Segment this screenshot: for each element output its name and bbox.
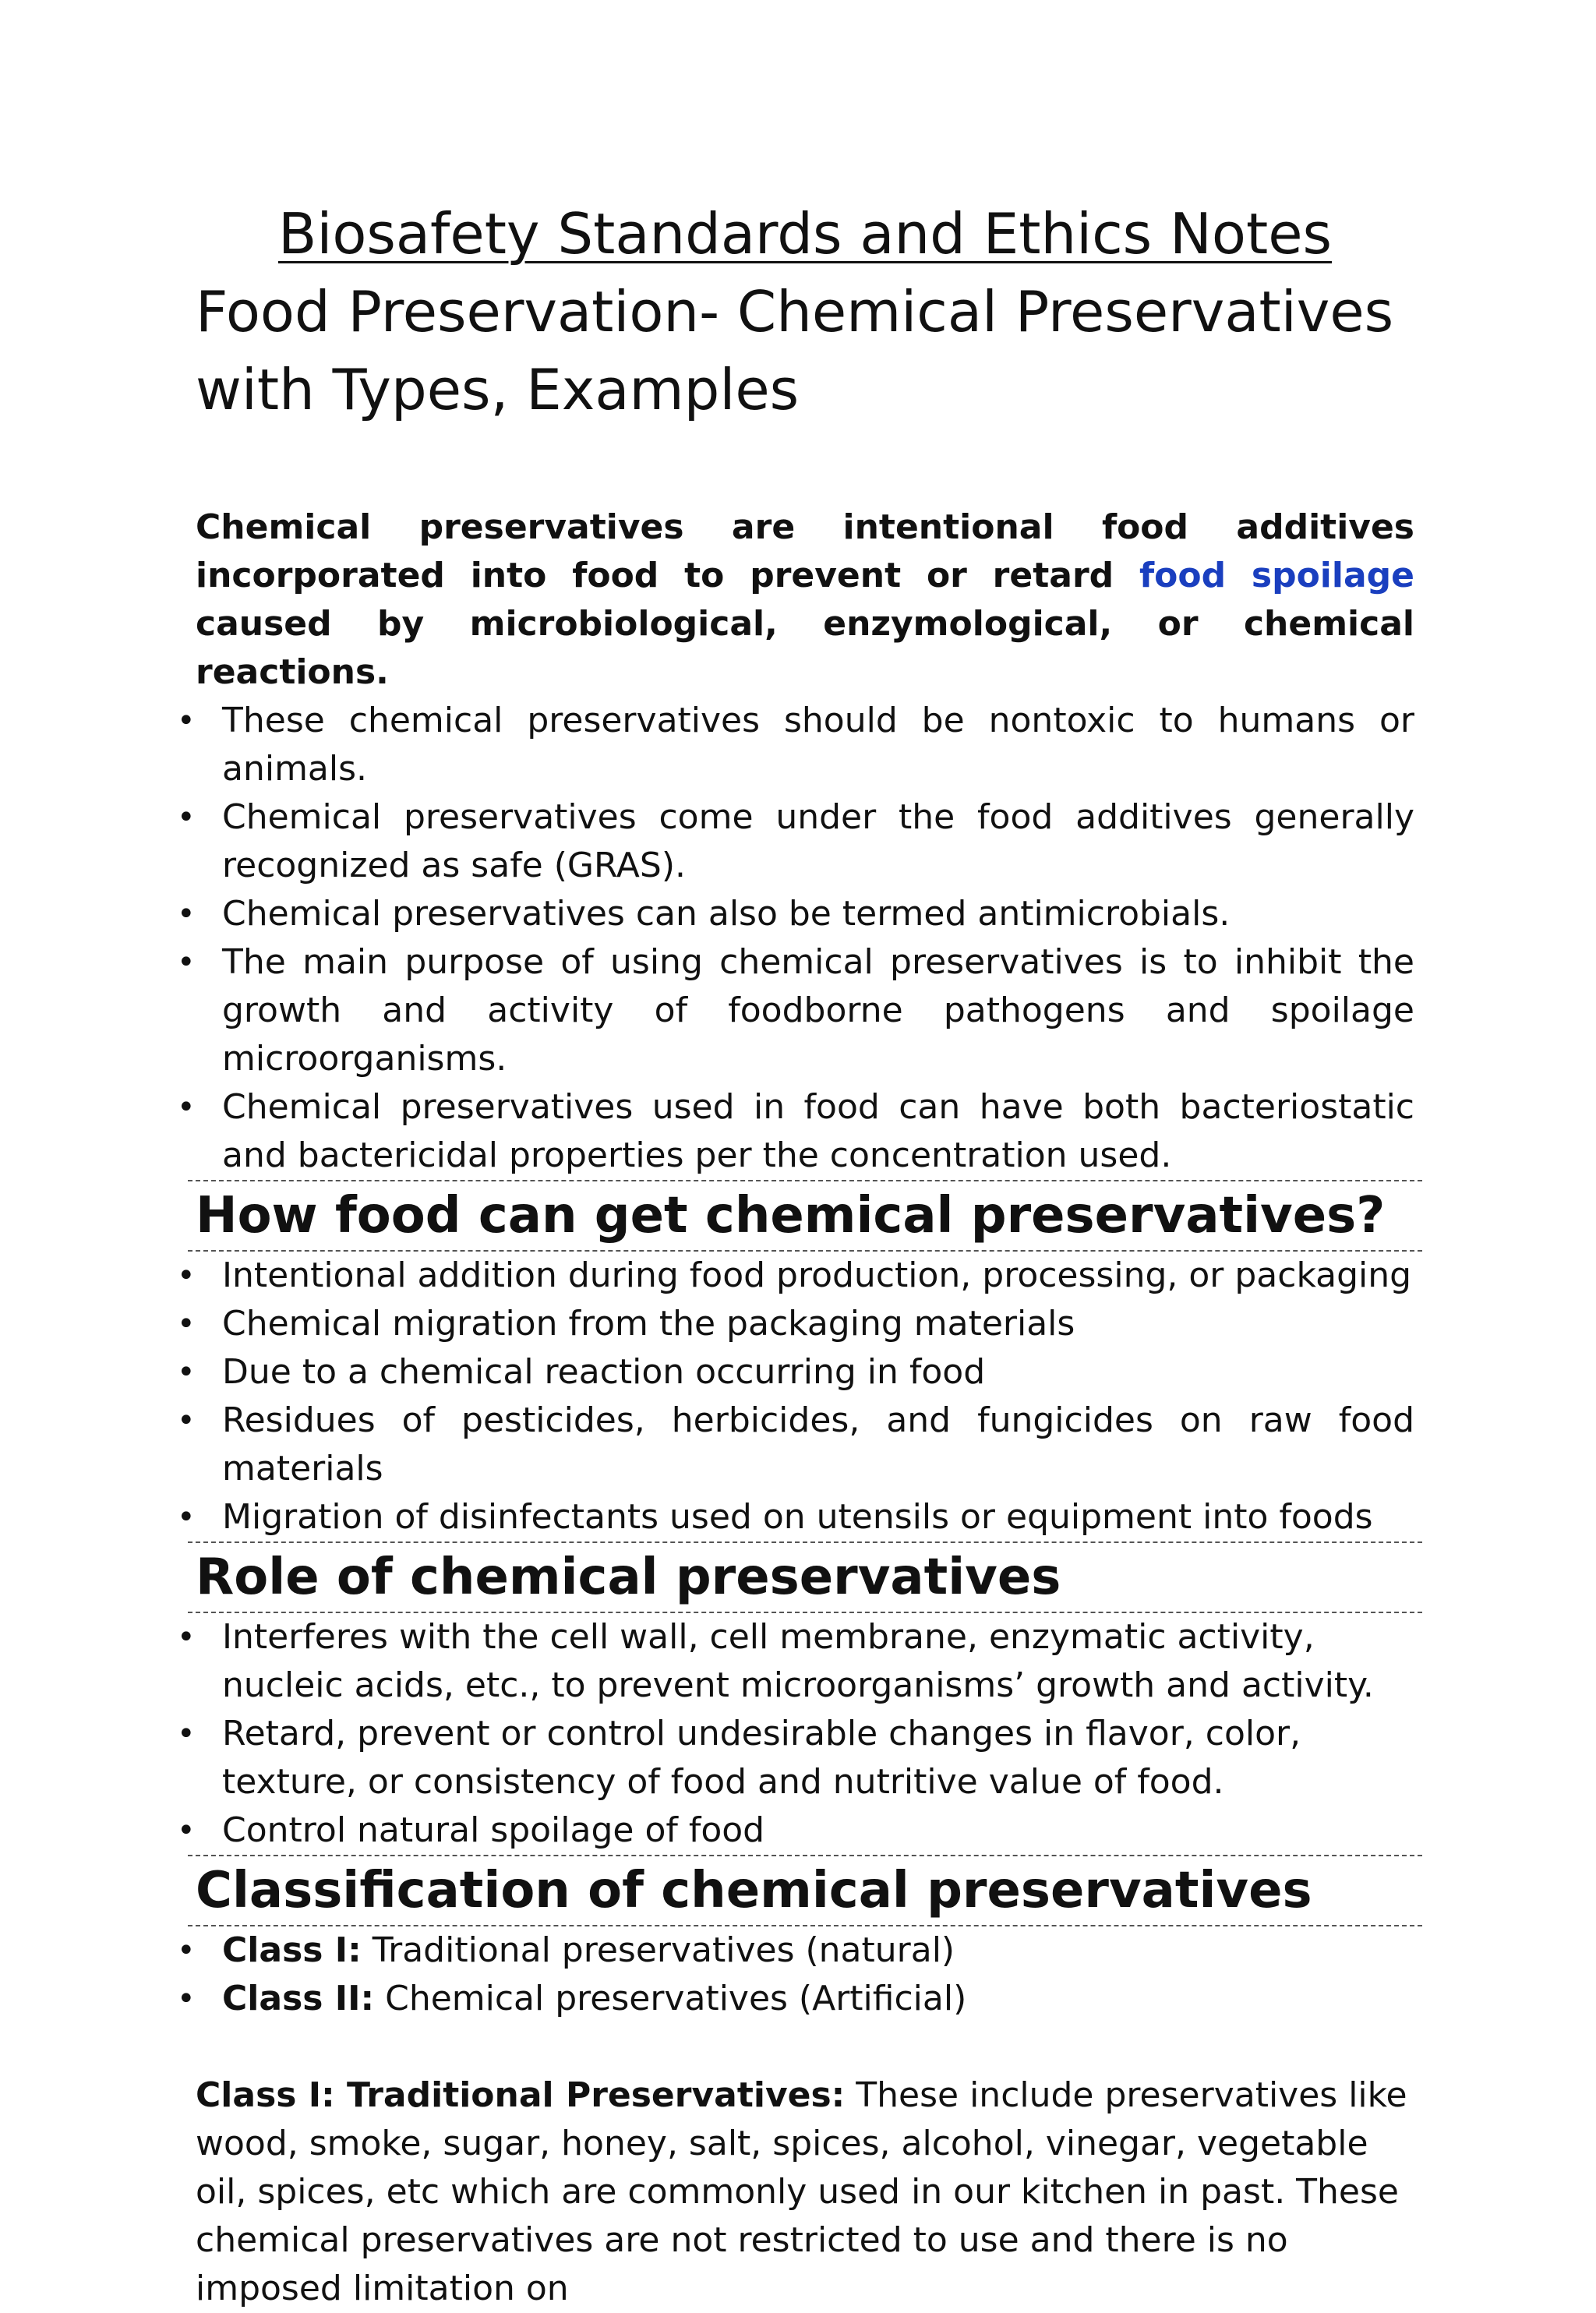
list-item: • Chemical migration from the packaging materials: [222, 1300, 1414, 1348]
role-bullet-list: [196, 1613, 1414, 1855]
page-title: Biosafety Standards and Ethics Notes: [277, 201, 1333, 267]
list-item: • Chemical preservatives used in food can have both bacteriostatic and bactericidal properties per the concentration used.: [222, 1083, 1414, 1180]
food-spoilage-link[interactable]: food spoilage: [1139, 556, 1414, 595]
list-item: • Chemical preservatives can also be termed antimicrobials.: [222, 890, 1414, 938]
how-bullet-list: [196, 1252, 1414, 1541]
class-one-paragraph: [196, 2071, 1414, 2313]
list-item: • Interferes with the cell wall, cell membrane, enzymatic activity, nucleic acids, etc., to prevent microorganisms’ growth and activity.: [222, 1613, 1414, 1710]
list-item: • Intentional addition during food production, processing, or packaging: [222, 1252, 1414, 1300]
class-one-text: These include preservatives like wood, smoke, sugar, honey, salt, spices, alcohol, vinegar, vegetable oil, spices, etc which are commonly used in our kitchen in past. These chemical preservatives are not restricted to use and there is no imposed limitation on: [196, 2075, 1407, 2308]
spacer: [196, 2023, 1414, 2071]
list-item: • Retard, prevent or control undesirable changes in flavor, color, texture, or consistency of food and nutritive value of food.: [222, 1710, 1414, 1806]
section-heading-how: How food can get chemical preservatives?: [188, 1180, 1422, 1252]
class-description: Traditional preservatives (natural): [361, 1930, 955, 1970]
classification-bullet-list: [196, 1926, 1414, 2023]
class-label: Class I:: [222, 1930, 362, 1970]
list-item: • Residues of pesticides, herbicides, and fungicides on raw food materials: [222, 1397, 1414, 1493]
section-heading-role: Role of chemical preservatives: [188, 1541, 1422, 1613]
list-item: • Chemical preservatives come under the food additives generally recognized as safe (GRAS).: [222, 793, 1414, 890]
class-description: Chemical preservatives (Artificial): [374, 1979, 967, 2018]
class-one-label: Class I: Traditional Preservatives:: [196, 2075, 846, 2115]
article-title: Food Preservation- Chemical Preservatives with Types, Examples: [196, 279, 1394, 422]
document-content: [196, 195, 1414, 2313]
list-item: • Migration of disinfectants used on utensils or equipment into foods: [222, 1493, 1414, 1541]
section-heading-classification: Classification of chemical preservatives: [188, 1855, 1422, 1926]
list-item: [222, 1926, 1414, 1975]
intro-text-before: Chemical preservatives are intentional food additives incorporated into food to prevent or retard: [196, 507, 1414, 595]
intro-bullet-list: [196, 697, 1414, 1180]
list-item: • The main purpose of using chemical preservatives is to inhibit the growth and activity of foodborne pathogens and spoilage microorganisms.: [222, 938, 1414, 1083]
list-item: [222, 1975, 1414, 2023]
list-item: • Due to a chemical reaction occurring in food: [222, 1348, 1414, 1397]
class-label: Class II:: [222, 1979, 375, 2018]
intro-text-after: caused by microbiological, enzymological, or chemical reactions.: [196, 604, 1414, 692]
intro-paragraph: [196, 503, 1414, 697]
list-item: • Control natural spoilage of food: [222, 1806, 1414, 1855]
list-item: • These chemical preservatives should be nontoxic to humans or animals.: [222, 697, 1414, 793]
